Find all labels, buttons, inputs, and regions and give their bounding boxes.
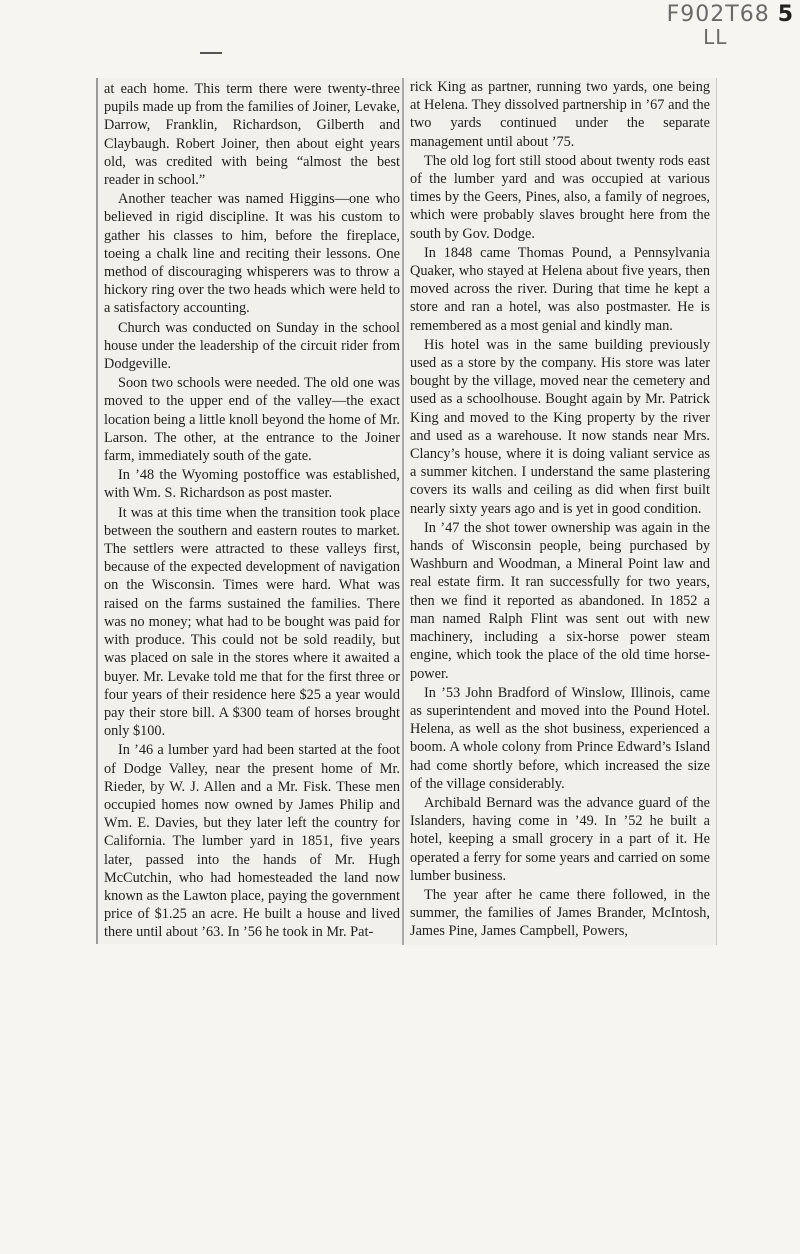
paragraph: His hotel was in the same building previously used as a store by the company. His store was later bought by the village, moved near the cemetery and used as a schoolhouse. Bought again by Mr. Patrick King and moved to the King property by the river and used as a warehouse. It now stands near Mrs. Clancy’s house, where it is doing valiant service as a summer kitchen. I understand the same plastering covers its walls and ceiling as did when first built nearly sixty years ago and is yet in good condition.: [410, 336, 710, 517]
archive-code: F902T68: [666, 2, 770, 27]
paragraph: The old log fort still stood about twenty rods east of the lumber yard and was occupied at various times by the Geers, Pines, also, a family of negroes, which were probably slaves brought here from the south by Gov. Dodge.: [410, 152, 710, 242]
paragraph: The year after he came there followed, in the summer, the families of James Brander, McIntosh, James Pine, James Campbell, Powers,: [410, 886, 710, 940]
paragraph: In ’47 the shot tower ownership was again in the hands of Wisconsin people, being purchased by Washburn and Woodman, a Mineral Point law and real estate firm. It ran successfully for two years, then we find it reported as abandoned. In 1852 a man named Ralph Flint was sent out with new machinery, including a six-horse power steam engine, which took the place of the old time horse-power.: [410, 519, 710, 682]
paragraph: Another teacher was named Higgins—one who believed in rigid discipline. It was his custom to gather his classes to him, before the fireplace, toeing a chalk line and reciting their lessons. One method of discouraging whisperers was to throw a hickory ring over the two heads which were held to a satisfactory accounting.: [104, 191, 400, 317]
initials: LL: [703, 25, 728, 49]
paragraph: Soon two schools were needed. The old one was moved to the upper end of the valley—the exact location being a little knoll beyond the home of Mr. Larson. The other, at the entrance to the Joiner farm, immediately south of the gate.: [104, 375, 400, 465]
paragraph: at each home. This term there were twenty-three pupils made up from the families of Joiner, Levake, Darrow, Franklin, Richardson, Gilberth and Claybaugh. Robert Joiner, then about eight years old, was credited with being “almost the best reader in school.”: [104, 81, 400, 189]
paragraph: In 1848 came Thomas Pound, a Pennsylvania Quaker, who stayed at Helena about five years, then moved across the river. During that time he kept a store and ran a hotel, was also postmaster. He is remembered as a most genial and kindly man.: [410, 244, 710, 334]
left-column: [96, 78, 407, 944]
paragraph: rick King as partner, running two yards, one being at Helena. They dissolved partnership in ’67 and the two yards continued under the separate management until about ’75.: [410, 79, 710, 150]
pencil-mark: [200, 52, 222, 54]
paragraph: Church was conducted on Sunday in the school house under the leadership of the circuit rider from Dodgeville.: [104, 319, 400, 373]
right-column: [402, 78, 717, 945]
paragraph: In ’48 the Wyoming postoffice was established, with Wm. S. Richardson as post master.: [104, 467, 400, 502]
paragraph: In ’53 John Bradford of Winslow, Illinois, came as superintendent and moved into the Pound Hotel. Helena, as well as the shot business, experienced a boom. A whole colony from Prince Edward’s Island had come shortly before, which increased the size of the village considerably.: [410, 684, 710, 792]
paragraph: It was at this time when the transition took place between the southern and eastern routes to market. The settlers were attracted to these valleys first, because of the expected development of navigation on the Wisconsin. Times were hard. What was raised on the farms sustained the families. There was no money; what had to be bought was paid for with produce. This could not be sold readily, but was placed on sale in the stores where it awaited a buyer. Mr. Levake told me that for the first three or four years of their residence here $25 a year would pay their store bill. A $300 team of horses brought only $100.: [104, 504, 400, 740]
archive-annotation: [667, 2, 794, 49]
paragraph: In ’46 a lumber yard had been started at the foot of Dodge Valley, near the present home of Mr. Rieder, by W. J. Allen and a Mr. Fisk. These men occupied homes now owned by James Philip and Wm. E. Davies, but they later left the country for California. The lumber yard in 1851, five years later, passed into the hands of Mr. Hugh McCutchin, who had homesteaded the land now known as the Lawton place, paying the government price of $1.25 an acre. He built a house and lived there until about ’63. In ’56 he took in Mr. Pat-: [104, 742, 400, 941]
page-number: 5: [777, 2, 794, 27]
paragraph: Archibald Bernard was the advance guard of the Islanders, having come in ’49. In ’52 he built a hotel, keeping a small grocery in a part of it. He operated a ferry for some years and carried on some lumber business.: [410, 794, 710, 884]
